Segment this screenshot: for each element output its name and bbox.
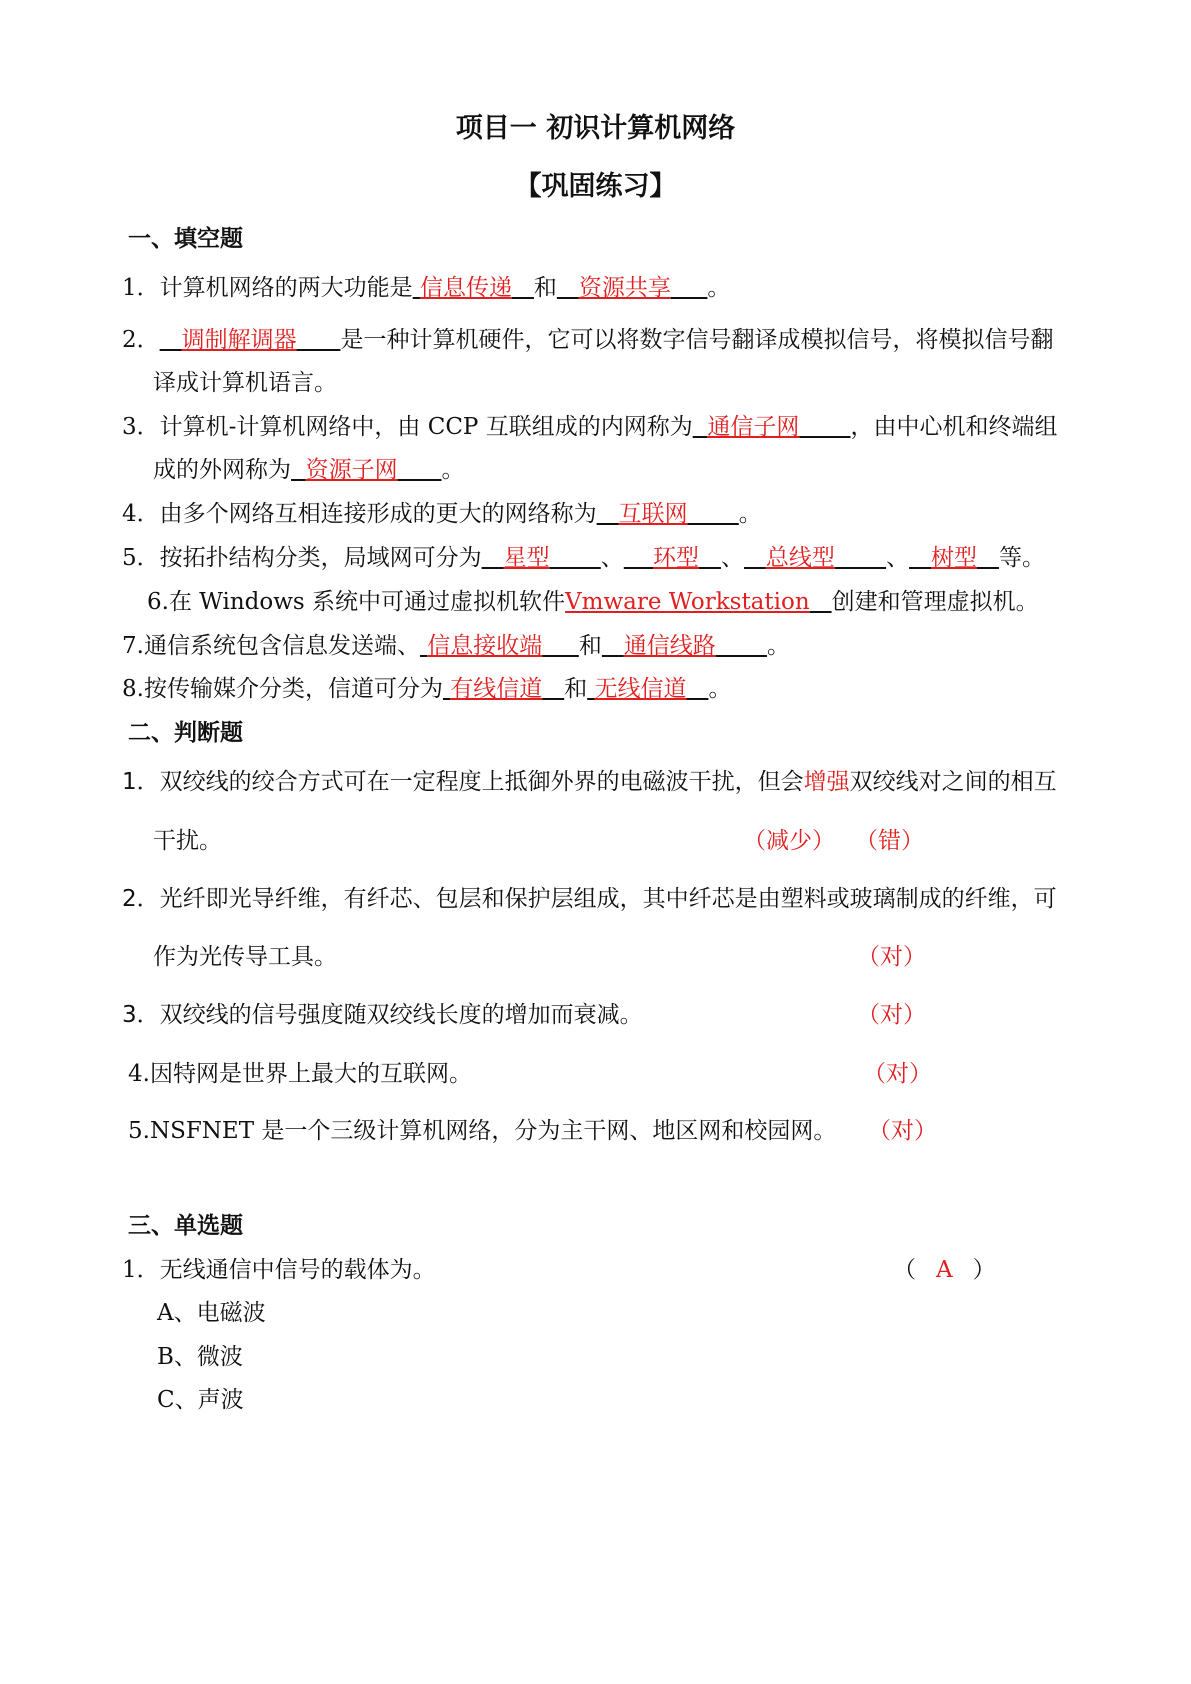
judgement-mark: （对）: [857, 1002, 926, 1028]
answer: 资源共享: [578, 275, 671, 301]
answer: Vmware Workstation: [565, 589, 810, 615]
section-heading-fill-in: 一、填空题: [128, 226, 243, 252]
blank: [482, 545, 504, 571]
blank: [835, 545, 886, 571]
section-heading-true-false: 二、判断题: [128, 720, 243, 746]
blank: [716, 633, 767, 659]
question-text: 。: [707, 275, 731, 301]
blank: [542, 676, 564, 702]
page-subtitle: 【巩固练习】: [514, 171, 677, 202]
blank: [597, 501, 619, 527]
question-text: 创建和管理虚拟机。: [831, 589, 1039, 615]
blank: [693, 414, 708, 440]
question-text: 1．双绞线的绞合方式可在一定程度上抵御外界的电磁波干扰，但会: [122, 769, 804, 795]
section-heading-single-choice: 三、单选题: [128, 1213, 243, 1239]
question-text: 8.按传输媒介分类，信道可分为: [122, 676, 443, 702]
question-text: 。: [738, 501, 762, 527]
blank: [977, 545, 999, 571]
question-text: 成的外网称为: [153, 457, 291, 483]
blank: [413, 275, 420, 301]
judgement-mark: （对）: [868, 1118, 937, 1144]
choice-option-b: B、微波: [157, 1344, 243, 1370]
question-text: 1．计算机网络的两大功能是: [122, 275, 413, 301]
bracket-close: ）: [972, 1257, 996, 1283]
tf-question-4: 4.因特网是世界上最大的互联网。: [128, 1061, 472, 1087]
question-text: 和: [578, 633, 602, 659]
question-text: 和: [564, 676, 588, 702]
blank: [799, 414, 850, 440]
answer: 总线型: [765, 545, 835, 571]
answer: 通信线路: [623, 633, 716, 659]
fill-question-4: [122, 499, 762, 529]
tf-question-5: 5.NSFNET 是一个三级计算机网络，分为主干网、地区网和校园网。: [128, 1118, 837, 1144]
question-text: 5．按拓扑结构分类，局域网可分为: [122, 545, 482, 571]
separator: 、: [886, 545, 910, 571]
answer: 资源子网: [305, 457, 398, 483]
page-title: 项目一 初识计算机网络: [455, 113, 736, 144]
answer: 星型: [503, 545, 550, 571]
tf-question-2: 2．光纤即光导纤维，有纤芯、包层和保护层组成，其中纤芯是由塑料或玻璃制成的纤维，可: [122, 886, 1057, 912]
question-text: 。: [708, 676, 732, 702]
blank: [699, 545, 721, 571]
blank: [744, 545, 766, 571]
question-text: 。: [766, 633, 790, 659]
tf-question-1-cont: 干扰。: [153, 828, 222, 854]
judgement-mark: （对）: [857, 944, 926, 970]
fill-question-3: [122, 412, 1058, 442]
judgement-mark: （对）: [863, 1061, 932, 1087]
blank: [810, 589, 832, 615]
answer: 树型: [931, 545, 978, 571]
blank: [160, 327, 182, 353]
answer: 信息接收端: [427, 633, 543, 659]
answer: 调制解调器: [181, 327, 297, 353]
question-text: 7.通信系统包含信息发送端、: [122, 633, 420, 659]
question-text: 2．: [122, 327, 160, 353]
blank: [291, 457, 306, 483]
bracket-open: （: [893, 1257, 916, 1283]
blank: [688, 501, 739, 527]
blank: [297, 327, 341, 353]
question-text: ，由中心机和终端组: [850, 414, 1058, 440]
fill-question-7: [122, 631, 790, 661]
blank: [687, 676, 709, 702]
answer: 信息传递: [419, 275, 512, 301]
blank: [909, 545, 931, 571]
blank: [550, 545, 601, 571]
answer: 通信子网: [707, 414, 800, 440]
blank: [557, 275, 579, 301]
blank: [398, 457, 442, 483]
choice-option-c: C、声波: [157, 1387, 244, 1413]
answer: A: [936, 1257, 953, 1283]
judgement-mark: （错）: [855, 828, 924, 854]
fill-question-2-cont: 译成计算机语言。: [153, 370, 337, 396]
blank: [542, 633, 579, 659]
tf-question-1: [122, 767, 1057, 797]
separator: 、: [720, 545, 744, 571]
question-text: 等。: [998, 545, 1045, 571]
fill-question-3-cont: [153, 455, 465, 485]
separator: 、: [600, 545, 624, 571]
correction-text: （减少）: [743, 828, 835, 854]
question-text: 4．由多个网络互相连接形成的更大的网络称为: [122, 501, 597, 527]
fill-question-1: [122, 273, 730, 303]
question-text: 和: [533, 275, 557, 301]
blank: [602, 633, 624, 659]
blank: [512, 275, 534, 301]
fill-question-6: [147, 587, 1039, 617]
choice-option-a: A、电磁波: [157, 1300, 266, 1326]
question-text: 3．计算机-计算机网络中，由 CCP 互联组成的内网称为: [122, 414, 693, 440]
tf-question-2-cont: 作为光传导工具。: [153, 944, 337, 970]
question-text: 双绞线对之间的相互: [849, 769, 1057, 795]
blank: [624, 545, 653, 571]
fill-question-2: [122, 325, 1053, 355]
fill-question-5: [122, 543, 1045, 573]
highlighted-word: 增强: [803, 769, 850, 795]
answer: 有线信道: [450, 676, 543, 702]
blank: [587, 676, 594, 702]
answer: 无线信道: [594, 676, 687, 702]
answer: 环型: [653, 545, 700, 571]
question-text: 。: [441, 457, 465, 483]
tf-question-3: 3．双绞线的信号强度随双绞线长度的增加而衰减。: [122, 1002, 643, 1028]
question-text: 是一种计算机硬件，它可以将数字信号翻译成模拟信号，将模拟信号翻: [340, 327, 1054, 353]
blank: [671, 275, 708, 301]
answer: 互联网: [618, 501, 688, 527]
question-text: 6.在 Windows 系统中可通过虚拟机软件: [147, 589, 566, 615]
fill-question-8: [122, 674, 731, 704]
answer-bracket: [893, 1255, 996, 1285]
choice-question-1: 1．无线通信中信号的载体为。: [122, 1257, 436, 1283]
